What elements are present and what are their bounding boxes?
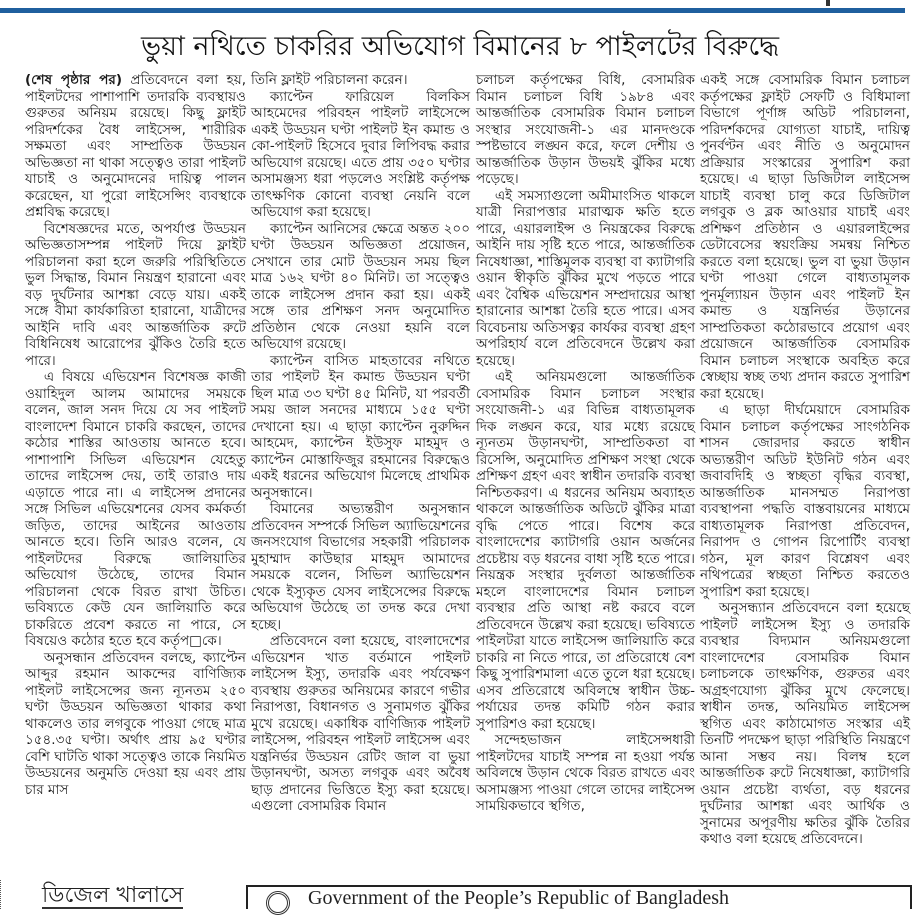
article-headline: ভুয়া নথিতে চাকরির অভিযোগ বিমানের ৮ পাইলটের বিরুদ্ধে [141, 31, 779, 62]
article-paragraph: ক্যাপ্টেন আনিসের ক্ষেত্রে অন্তত ২০০ ঘণ্টা উড্ডয়ন অভিজ্ঞতা প্রয়োজন, সেখানে তার মোট উড্ডয়ন সময় ছিল মাত্র ১৬২ ঘণ্টা ৪০ মিনিট। তা সত্ত্বেও তাকে লাইসেন্স প্রদান করা হয়। একই সঙ্গে তার প্রশিক্ষণ সনদ অনুমোদিত প্রতিষ্ঠান থেকে নেওয়া হয়নি বলে অভিযোগ রয়েছে। [251, 220, 470, 352]
top-rule [0, 8, 905, 13]
continuation-label: (শেষ পৃষ্ঠার পর) [25, 72, 122, 88]
article-column-1 [25, 72, 246, 798]
article-paragraph: ক্যাপ্টেন ফারিয়েল বিলকিস আহমেদের পরিবহন পাইলট লাইসেন্সে একই উড্ডয়ন ঘণ্টা পাইলট ইন কমান্ড ও কো-পাইলট হিসেবে দুবার লিপিবদ্ধ করার অভিযোগ রয়েছে। এতে প্রায় ৩৫০ ঘণ্টার অসামঞ্জস্য ধরা পড়লেও সংশ্লিষ্ট কর্তৃপক্ষ তাৎক্ষণিক কোনো ব্যবস্থা নেয়নি বলে অভিযোগ করা হয়েছে। [251, 88, 470, 220]
article-paragraph: এ ছাড়া দীর্ঘমেয়াদে বেসামরিক বিমান চলাচল কর্তৃপক্ষের সাংগঠনিক শাসন জোরদার করতে স্বাধীন অভ্যন্তরীণ অডিট ইউনিট গঠন এবং জবাবদিহি ও স্বচ্ছতা বৃদ্ধির ব্যবস্থা, আন্তর্জাতিক মানসম্মত নিরাপত্তা ব্যবস্থাপনা পদ্ধতি বাস্তবায়নের মাধ্যমে বাধ্যতামূলক নিরাপত্তা প্রতিবেদন, নিরাপদ ও গোপন রিপোর্টিং ব্যবস্থা গঠন, মূল কারণ বিশ্লেষণ এবং নথিপত্রের স্বচ্ছতা নিশ্চিত করতেও সুপারিশ করা হয়েছে। [700, 402, 910, 600]
article-paragraph: এ বিষয়ে এভিয়েশন বিশেষজ্ঞ কাজী ওয়াহিদুল আলম আমাদের সময়কে বলেন, জাল সনদ দিয়ে যে সব পাইলট বাংলাদেশ বিমানে চাকরি করছেন, তাদের কঠোর শাস্তির আওতায় আনতে হবে। পাশাপাশি সিভিল এভিয়েশন যেহেতু তাদের লাইসেন্স দেয়, তাই তারাও দায় এড়াতে পারে না। এ লাইসেন্স প্রদানের সঙ্গে সিভিল এভিয়েশনের যেসব কর্মকর্তা জড়িত, তাদের আইনের আওতায় আনতে হবে। তিনি আরও বলেন, যে পাইলটদের বিরুদ্ধে জালিয়াতির অভিযোগ উঠেছে, তাদের বিমান পরিচালনা থেকে বিরত রাখা উচিত। ভবিষ্যতে কেউ যেন জালিয়াতি করে চাকরিতে প্রবেশ করতে না পারে, সে বিষয়েও কঠোর হতে হবে কর্তৃপ□কে। [25, 369, 246, 649]
article-paragraph: ক্যাপ্টেন বাসিত মাহতাবের নথিতে তার পাইলট ইন কমান্ড উড্ডয়ন ঘণ্টা ছিল মাত্র ৩৩ ঘণ্টা ৪৫ মিনিট, যা পরবর্তী সময় জাল সনদের মাধ্যমে ১৫৫ ঘণ্টা দেখানো হয়। এ ছাড়া ক্যাপ্টেন নুরুদ্দিন আহমেদ, ক্যাপ্টেন ইউসুফ মাহমুদ ও ক্যাপ্টেন মোস্তাফিজুর রহমানের বিরুদ্ধেও একই ধরনের অভিযোগ মিলেছে প্রাথমিক অনুসন্ধানে। [251, 352, 470, 501]
article-paragraph: প্রতিবেদনে বলা হয়েছে, বাংলাদেশের এভিয়েশন খাত বর্তমানে পাইলট লাইসেন্স ইস্যু, তদারকি এবং পর্যবেক্ষণ ব্যবস্থায় গুরুতর অনিয়মের কারণে গভীর নিরাপত্তা, বিধানগত ও সুনামগত ঝুঁকির মুখে রয়েছে। একাধিক বাণিজ্যিক পাইলট লাইসেন্স, পরিবহন পাইলট লাইসেন্স এবং যন্ত্রনির্ভর উড্ডয়ন রেটিং জাল বা ভুয়া উড়ানঘণ্টা, অসত্য লগবুক এবং অবৈধ ছাড় প্রদানের ভিত্তিতে ইস্যু করা হয়েছে। এগুলো বেসামরিক বিমান [251, 633, 470, 814]
government-seal-icon [266, 891, 290, 915]
article-paragraph: চলাচল কর্তৃপক্ষের বিধি, বেসামরিক বিমান চলাচল বিধি ১৯৮৪ এবং আন্তর্জাতিক বেসামরিক বিমান চলাচল সংস্থার সংযোজনী-১ এর মানদণ্ডকে স্পষ্টভাবে লঙ্ঘন করে, ফলে দেশীয় ও আন্তর্জাতিক উড়ান উভয়ই ঝুঁকির মধ্যে পড়েছে। [476, 72, 695, 187]
page-edge [0, 880, 4, 909]
article-paragraph: তিনি ফ্লাইট পরিচালনা করেন। [251, 72, 408, 88]
next-article-headline: ডিজেল খালাসে [42, 883, 184, 908]
article-paragraph: অনুসন্ধান প্রতিবেদন বলছে, ক্যাপ্টেন আব্দুর রহমান আকন্দের বাণিজ্যিক পাইলট লাইসেন্সের জন্য ন্যূনতম ২৫০ ঘণ্টা উড্ডয়ন অভিজ্ঞতা থাকার কথা থাকলেও তার লগবুকে পাওয়া গেছে মাত্র ১৫৪.৩৫ ঘণ্টা। অর্থাৎ প্রায় ৯৫ ঘণ্টার বেশি ঘাটতি থাকা সত্ত্বেও তাকে নিয়মিত উড্ডয়নের অনুমতি দেওয়া হয় এবং প্রায় চার মাস [25, 649, 246, 798]
article-column-3 [476, 72, 695, 815]
article-paragraph: সন্দেহভাজন লাইসেন্সধারী পাইলটদের যাচাই সম্পন্ন না হওয়া পর্যন্ত অবিলম্বে উড়ান থেকে বিরত রাখতে এবং অসামঞ্জস্য পাওয়া গেলে তাদের লাইসেন্স সাময়িকভাবে স্থগিত, [476, 732, 695, 814]
advert-title: Government of the People’s Republic of Bangladesh [308, 887, 730, 909]
article-paragraph: বিমানের অভ্যন্তরীণ অনুসন্ধান প্রতিবেদন সম্পর্কে সিভিল অ্যাভিয়েশনের জনসংযোগ বিভাগের সহকারী পরিচালক মুহাম্মাদ কাউছার মাহমুদ আমাদের সময়কে বলেন, সিভিল অ্যাভিয়েশন থেকে ইস্যুকৃত যেসব লাইসেন্সের বিরুদ্ধে অভিযোগ উঠেছে তা তদন্ত করে দেখা হচ্ছে। [251, 501, 470, 633]
page-marker [826, 0, 830, 6]
article-column-2 [251, 72, 470, 815]
article-paragraph: বিশেষজ্ঞদের মতে, অপর্যাপ্ত উড্ডয়ন অভিজ্ঞতাসম্পন্ন পাইলট দিয়ে ফ্লাইট পরিচালনা করা হলে জরুরি পরিস্থিতিতে ভুল সিদ্ধান্ত, বিমান নিয়ন্ত্রণ হারানো এবং বড় দুর্ঘটনার আশঙ্কা বেড়ে যায়। একই সঙ্গে বীমা কার্যকারিতা হারানো, যাত্রীদের আইনি দাবি এবং আন্তর্জাতিক রুটে বিধিনিষেধ আরোপের ঝুঁকিও তৈরি হতে পারে। [25, 220, 246, 369]
government-advert [246, 885, 912, 909]
article-paragraph: এই অনিয়মগুলো আন্তর্জাতিক বেসামরিক বিমান চলাচল সংস্থার সংযোজনী-১ এর বিভিন্ন বাধ্যতামূলক দিক লঙ্ঘন করে, যার মধ্যে রয়েছে ন্যূনতম উড়ানঘণ্টা, সাম্প্রতিকতা বা রিসেন্সি, অনুমোদিত প্রশিক্ষণ সংস্থা থেকে প্রশিক্ষণ গ্রহণ এবং স্বাধীন তদারকি ব্যবস্থা নিশ্চিতকরণ। এ ধরনের অনিয়ম অব্যাহত থাকলে আন্তর্জাতিক অডিটে ঝুঁকির মাত্রা বৃদ্ধি পেতে পারে। বিশেষ করে বাংলাদেশের ক্যাটাগরি ওয়ান অর্জনের প্রচেষ্টায় বড় ধরনের বাধা সৃষ্টি হতে পারে। নিয়ন্ত্রক সংস্থার দুর্বলতা আন্তর্জাতিক মহলে বাংলাদেশের বিমান চলাচল ব্যবস্থার প্রতি আস্থা নষ্ট করবে বলে প্রতিবেদনে উল্লেখ করা হয়েছে। ভবিষ্যতে পাইলটরা যাতে লাইসেন্স জালিয়াতি করে চাকরি না নিতে পারে, তা প্রতিরোধে বেশ কিছু সুপারিশমালা এতে তুলে ধরা হয়েছে। এসব প্রতিরোধে অবিলম্বে স্বাধীন উচ্চ-পর্যায়ের তদন্ত কমিটি গঠন করার সুপারিশও করা হয়েছে। [476, 369, 695, 732]
article-paragraph [25, 72, 246, 221]
article-paragraph: এই সমস্যাগুলো অমীমাংসিত থাকলে যাত্রী নিরাপত্তার মারাত্মক ক্ষতি হতে পারে, এয়ারলাইন্স ও নিয়ন্ত্রকের বিরুদ্ধে আইনি দায় সৃষ্টি হতে পারে, আন্তর্জাতিক নিষেধাজ্ঞা, শাস্তিমূলক ব্যবস্থা বা ক্যাটাগরি ওয়ান স্বীকৃতি ঝুঁকির মুখে পড়তে পারে এবং বৈশ্বিক এভিয়েশন সম্প্রদায়ের আস্থা হারানোর আশঙ্কা তৈরি হতে পারে। এসব বিবেচনায় অতিসত্বর কার্যকর ব্যবস্থা গ্রহণ অপরিহার্য বলে প্রতিবেদনে উল্লেখ করা হয়েছে। [476, 187, 695, 369]
article-paragraph: একই সঙ্গে বেসামরিক বিমান চলাচল কর্তৃপক্ষের ফ্লাইট সেফটি ও বিধিমালা বিভাগে পূর্ণাঙ্গ অডিট পরিচালনা, পরিদর্শকদের যোগ্যতা যাচাই, দায়িত্ব পুনর্বণ্টন এবং নীতি ও অনুমোদন প্রক্রিয়ার সংস্কারের সুপারিশ করা হয়েছে। এ ছাড়া ডিজিটাল লাইসেন্স যাচাই ব্যবস্থা চালু করে ডিজিটাল লগবুক ও ব্লক আওয়ার যাচাই এবং প্রশিক্ষণ প্রতিষ্ঠান ও এয়ারলাইন্সের ডেটাবেসের স্বয়ংক্রিয় সমন্বয় নিশ্চিত করতে বলা হয়েছে। ভুল বা ভুয়া উড়ান ঘণ্টা পাওয়া গেলে বাধ্যতামূলক পুনর্মূল্যায়ন উড়ান এবং পাইলট ইন কমান্ড ও যন্ত্রনির্ভর উড়ানের সাম্প্রতিকতা কঠোরভাবে প্রয়োগ এবং প্রয়োজনে আন্তর্জাতিক বেসামরিক বিমান চলাচল সংস্থাকে অবহিত করে স্বেচ্ছায় স্বচ্ছ তথ্য প্রদান করতে সুপারিশ করা হয়েছে। [700, 72, 910, 402]
article-column-4 [700, 72, 910, 848]
article-paragraph: অনুসন্ধ্যান প্রতিবেদনে বলা হয়েছে পাইলট লাইসেন্স ইস্যু ও তদারকি ব্যবস্থার বিদ্যমান অনিয়মগুলো বাংলাদেশের বেসামরিক বিমান চলাচলকে তাৎক্ষণিক, গুরুতর এবং অগ্রহণযোগ্য ঝুঁকির মুখে ফেলেছে। স্বাধীন তদন্ত, অনিয়মিত লাইসেন্স স্থগিত এবং কাঠামোগত সংস্কার এই তিনটি পদক্ষেপ ছাড়া পরিস্থিতি নিয়ন্ত্রণে আনা সম্ভব নয়। বিলম্ব হলে আন্তর্জাতিক রুটে নিষেধাজ্ঞা, ক্যাটাগরি ওয়ান প্রচেষ্টা ব্যর্থতা, বড় ধরনের দুর্ঘটনার আশঙ্কা এবং আর্থিক ও সুনামের অপূরণীয় ক্ষতির ঝুঁকি তৈরির কথাও বলা হয়েছে প্রতিবেদনে। [700, 600, 910, 847]
article-paragraph-text: প্রতিবেদনে বলা হয়, পাইলটদের পাশাপাশি তদারকি ব্যবস্থায়ও গুরুতর অনিয়ম রয়েছে। কিছু ফ্লাইট পরিদর্শকের বৈধ লাইসেন্স, শারীরিক সক্ষমতা এবং সাম্প্রতিক উড্ডয়ন অভিজ্ঞতা না থাকা সত্ত্বেও তারা পাইলট যাচাই ও অনুমোদনের দায়িত্ব পালন করেছেন, যা পুরো লাইসেন্সিং ব্যবস্থাকে প্রশ্নবিদ্ধ করেছে। [25, 72, 246, 220]
